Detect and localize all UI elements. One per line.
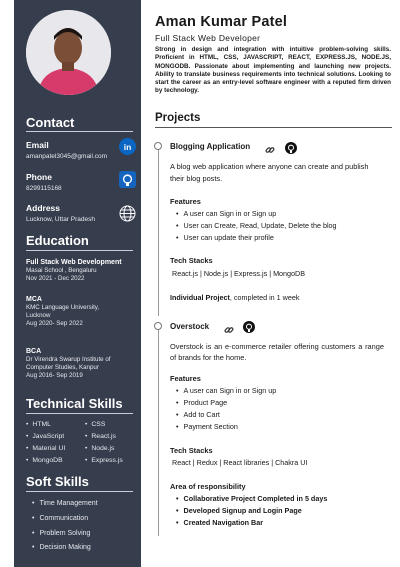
project-description: A blog web application where anyone can create and publish their blog posts. [170, 162, 369, 183]
phone-value[interactable]: 8299115168 [26, 185, 62, 192]
education-item [26, 295, 136, 328]
features-label: Features [170, 374, 201, 383]
projects-title: Projects [155, 112, 201, 124]
tech-skill: • JavaScript [26, 433, 64, 440]
timeline-dot [154, 142, 162, 150]
timeline-dot [154, 322, 162, 330]
globe-icon [119, 205, 136, 222]
github-icon[interactable] [119, 171, 136, 188]
projects-rule [155, 127, 392, 128]
link-icon[interactable] [224, 322, 234, 332]
project-description: Overstock is an e-commerce retailer offering customers a range of brands for the home. [170, 342, 384, 362]
tech-skill: • React.js [85, 433, 116, 440]
education-detail: Lucknow [26, 312, 51, 319]
responsibility-item: • Developed Signup and Login Page [176, 506, 302, 515]
soft-skills-rule [26, 491, 133, 492]
soft-skills-title: Soft Skills [26, 474, 89, 489]
education-detail: Aug 2020- Sep 2022 [26, 320, 83, 327]
responsibility-item: • Collaborative Project Completed in 5 days [176, 494, 327, 503]
education-detail: KMC Language University, [26, 304, 100, 311]
soft-skill: • Decision Making [32, 544, 91, 551]
education-detail: Computer Studies, Kanpur [26, 364, 99, 371]
svg-text:in: in [123, 142, 132, 152]
education-degree: MCA [26, 296, 42, 303]
tech-skill: • HTML [26, 421, 51, 428]
email-value[interactable]: amanpatel3045@gmail.com [26, 153, 108, 160]
feature-item: • Add to Cart [176, 410, 220, 419]
timeline-line [158, 326, 159, 536]
soft-skill: • Time Management [32, 500, 98, 507]
education-degree: Full Stack Web Development [26, 259, 122, 266]
feature-item: • A user can Sign in or Sign up [176, 386, 276, 395]
timeline-line [158, 146, 159, 316]
education-detail: Masai School , Bengaluru [26, 267, 97, 274]
tech-stacks-value: React.js | Node.js | Express.js | MongoDB [172, 269, 306, 278]
tech-skill: • Node.js [85, 445, 114, 452]
tech-stacks-label: Tech Stacks [170, 256, 213, 265]
address-label: Address [26, 203, 61, 213]
education-item [26, 258, 136, 283]
tech-skills-rule [26, 413, 133, 414]
tech-stacks-value: React | Redux | React libraries | Chakra UI [172, 458, 308, 467]
feature-item: • User can update their profile [176, 233, 274, 242]
project-note [170, 293, 299, 302]
summary-text: Strong in design and integration with intuitive problem-solving skills. Proficient in HTML, CSS, JAVASCRIPT, REACT, EXPRESS.JS, NODE.JS, MONGODB. Passionate about implementing and launching new projects. Ability to translate business requirements into technical solutions. Looking to start the career as an entry-level software engineer with a reputed firm driven by technology. [155, 46, 391, 95]
responsibility-item: • Created Navigation Bar [176, 518, 263, 527]
feature-item: • A user can Sign in or Sign up [176, 209, 276, 218]
profile-photo [26, 10, 111, 95]
address-value: Lucknow, Uttar Pradesh [26, 216, 96, 223]
feature-item: • User can Create, Read, Update, Delete the blog [176, 221, 337, 230]
education-title: Education [26, 233, 89, 248]
project-name: Overstock [170, 322, 210, 331]
project-note-bold: Individual Project [170, 293, 230, 302]
features-label: Features [170, 197, 201, 206]
feature-item: • Payment Section [176, 422, 238, 431]
tech-skill: • Express.js [85, 457, 123, 464]
phone-label: Phone [26, 172, 52, 182]
tech-skill: • Material UI [26, 445, 65, 452]
project-note-rest: , completed in 1 week [229, 293, 300, 302]
link-icon[interactable] [265, 142, 275, 152]
project-name: Blogging Application [170, 142, 251, 151]
education-item [26, 347, 136, 380]
email-label: Email [26, 140, 49, 150]
linkedin-icon[interactable] [119, 138, 136, 155]
soft-skill: • Problem Solving [32, 530, 90, 537]
responsibility-label: Area of responsibility [170, 482, 246, 491]
contact-rule [26, 131, 133, 132]
contact-title: Contact [26, 115, 75, 130]
github-icon[interactable] [243, 320, 255, 332]
candidate-role: Full Stack Web Developer [155, 33, 261, 43]
education-rule [26, 250, 133, 251]
feature-item: • Product Page [176, 398, 227, 407]
github-icon[interactable] [285, 141, 297, 153]
sidebar [14, 0, 141, 567]
tech-skill: • CSS [85, 421, 105, 428]
tech-skills-title: Technical Skills [26, 396, 123, 411]
candidate-name: Aman Kumar Patel [155, 14, 288, 30]
education-detail: Aug 2016- Sep 2019 [26, 372, 83, 379]
tech-stacks-label: Tech Stacks [170, 446, 213, 455]
education-detail: Nov 2021 - Dec 2022 [26, 275, 85, 282]
soft-skill: • Communication [32, 515, 88, 522]
tech-skill: • MongoDB [26, 457, 63, 464]
education-degree: BCA [26, 348, 42, 355]
education-detail: Dr Virendra Swarup Institute of [26, 356, 111, 363]
